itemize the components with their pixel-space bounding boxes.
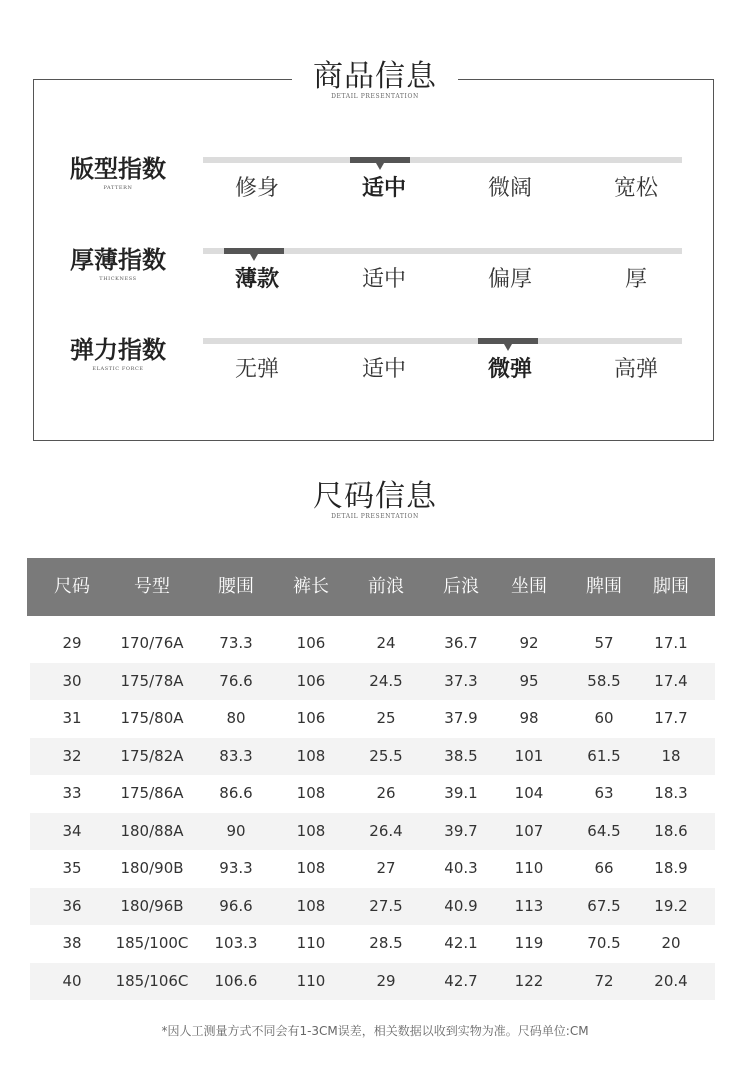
size-title: 尺码信息	[313, 479, 437, 514]
size-title-block	[292, 478, 458, 521]
table-cell: 40	[62, 971, 82, 990]
table-cell: 95	[519, 671, 539, 690]
table-cell: 29	[62, 634, 82, 652]
table-cell: 73.3	[219, 634, 253, 652]
table-cell: 42.1	[444, 934, 478, 952]
table-cell: 83.3	[219, 746, 253, 765]
table-cell: 26.4	[369, 821, 403, 840]
table-cell: 122	[514, 971, 544, 990]
table-row	[30, 700, 715, 737]
elastic-index-marker	[478, 338, 538, 344]
elastic-index-title: 弹力指数	[70, 336, 166, 364]
table-cell: 40.9	[444, 896, 478, 915]
table-cell: 20.4	[654, 971, 688, 990]
table-cell: 72	[594, 971, 614, 990]
table-cell: 37.3	[444, 671, 478, 690]
pattern-index-label	[68, 154, 168, 192]
table-cell: 170/76A	[120, 634, 184, 652]
table-cell: 33	[62, 784, 82, 802]
thickness-option: 适中	[361, 267, 406, 292]
table-cell: 39.1	[444, 784, 478, 802]
table-cell: 175/86A	[120, 784, 184, 802]
table-cell: 67.5	[587, 896, 621, 915]
thickness-index-marker	[224, 248, 284, 254]
table-cell: 108	[296, 784, 326, 802]
table-cell: 25	[376, 709, 396, 727]
table-cell: 32	[62, 746, 82, 765]
table-cell: 58.5	[587, 671, 621, 690]
table-cell: 185/100C	[115, 934, 189, 952]
table-cell: 64.5	[587, 821, 621, 840]
thickness-option: 厚	[624, 267, 647, 292]
table-cell: 175/82A	[120, 746, 184, 765]
table-cell: 90	[226, 821, 246, 840]
thickness-option-selected: 薄款	[234, 267, 279, 292]
pattern-option-selected: 适中	[361, 176, 406, 201]
size-table-header	[27, 558, 715, 616]
table-cell: 35	[62, 859, 82, 877]
table-cell: 104	[514, 784, 544, 802]
pattern-index-en: PATTERN	[103, 185, 133, 191]
table-cell: 180/90B	[120, 859, 184, 877]
table-cell: 108	[296, 821, 326, 840]
table-cell: 61.5	[587, 746, 621, 765]
table-row	[30, 888, 715, 925]
table-cell: 110	[296, 934, 326, 952]
table-cell: 17.1	[654, 634, 688, 652]
table-row	[30, 625, 715, 662]
table-cell: 39.7	[444, 821, 478, 840]
thickness-index-label	[68, 245, 168, 283]
table-cell: 66	[594, 859, 614, 877]
table-cell: 19.2	[654, 896, 688, 915]
table-row	[30, 850, 715, 887]
table-cell: 180/88A	[120, 821, 184, 840]
table-cell: 108	[296, 746, 326, 765]
table-cell: 185/106C	[115, 971, 189, 990]
table-cell: 108	[296, 859, 326, 877]
table-cell: 63	[594, 784, 614, 802]
table-cell: 92	[519, 634, 539, 652]
table-cell: 101	[514, 746, 544, 765]
table-cell: 106	[296, 671, 326, 690]
table-cell: 37.9	[444, 709, 478, 727]
table-cell: 24.5	[369, 671, 403, 690]
header-cell: 尺码	[54, 576, 90, 597]
detail-title-block	[292, 58, 458, 101]
table-cell: 34	[62, 821, 82, 840]
table-cell: 29	[376, 971, 396, 990]
table-cell: 110	[514, 859, 544, 877]
header-cell: 后浪	[443, 576, 479, 597]
table-cell: 106	[296, 634, 326, 652]
table-cell: 36	[62, 896, 82, 915]
table-cell: 27.5	[369, 896, 403, 915]
table-cell: 107	[514, 821, 544, 840]
table-row	[30, 775, 715, 812]
table-cell: 119	[514, 934, 544, 952]
thickness-index-title: 厚薄指数	[70, 246, 166, 274]
table-cell: 30	[62, 671, 82, 690]
table-cell: 98	[519, 709, 539, 727]
table-cell: 93.3	[219, 859, 253, 877]
table-cell: 60	[594, 709, 614, 727]
table-cell: 42.7	[444, 971, 478, 990]
table-cell: 106.6	[214, 971, 258, 990]
table-cell: 80	[226, 709, 246, 727]
pattern-option: 修身	[234, 176, 279, 201]
table-cell: 17.4	[654, 671, 688, 690]
table-cell: 108	[296, 896, 326, 915]
thickness-index-bar	[203, 248, 682, 254]
elastic-index-label	[68, 335, 168, 373]
table-cell: 96.6	[219, 896, 253, 915]
table-row	[30, 813, 715, 850]
header-cell: 号型	[134, 576, 170, 597]
header-cell: 脚围	[653, 576, 689, 597]
table-cell: 18.6	[654, 821, 688, 840]
table-cell: 57	[594, 634, 614, 652]
header-cell: 裤长	[293, 576, 329, 597]
table-cell: 70.5	[587, 934, 621, 952]
table-cell: 36.7	[444, 634, 478, 652]
table-cell: 17.7	[654, 709, 688, 727]
detail-subtitle: DETAIL PRESENTATION	[331, 93, 419, 100]
table-cell: 106	[296, 709, 326, 727]
pattern-index-bar	[203, 157, 682, 163]
detail-title: 商品信息	[313, 59, 437, 94]
elastic-index-en: ELASTIC FORCE	[92, 366, 144, 372]
table-cell: 28.5	[369, 934, 403, 952]
table-cell: 175/78A	[120, 671, 184, 690]
table-row	[30, 925, 715, 962]
header-cell: 坐围	[511, 576, 547, 597]
table-row	[30, 963, 715, 1000]
table-cell: 18.9	[654, 859, 688, 877]
table-cell: 18	[661, 746, 681, 765]
pattern-index-title: 版型指数	[70, 155, 166, 183]
table-cell: 38.5	[444, 746, 478, 765]
header-cell: 腰围	[218, 576, 254, 597]
table-cell: 110	[296, 971, 326, 990]
pattern-option: 微阔	[487, 176, 532, 201]
elastic-option: 无弹	[234, 357, 279, 382]
table-row	[30, 738, 715, 775]
header-cell: 前浪	[368, 576, 404, 597]
pattern-option: 宽松	[613, 176, 658, 201]
table-cell: 38	[62, 934, 82, 952]
table-cell: 18.3	[654, 784, 688, 802]
table-cell: 25.5	[369, 746, 403, 765]
elastic-option-selected: 微弹	[487, 357, 532, 382]
table-cell: 31	[62, 709, 82, 727]
elastic-option: 高弹	[613, 357, 658, 382]
header-cell: 脾围	[586, 576, 622, 597]
elastic-index-bar	[203, 338, 682, 344]
table-cell: 175/80A	[120, 709, 184, 727]
table-cell: 24	[376, 634, 396, 652]
thickness-index-en: THICKNESS	[99, 276, 137, 282]
table-cell: 180/96B	[120, 896, 184, 915]
size-subtitle: DETAIL PRESENTATION	[331, 513, 419, 520]
table-cell: 86.6	[219, 784, 253, 802]
pattern-index-marker	[350, 157, 410, 163]
measurement-note: *因人工测量方式不同会有1-3CM误差，相关数据以收到实物为准。尺码单位:CM	[161, 1024, 589, 1038]
table-cell: 103.3	[214, 934, 258, 952]
table-cell: 40.3	[444, 859, 478, 877]
table-cell: 26	[376, 784, 396, 802]
table-row	[30, 663, 715, 700]
elastic-option: 适中	[361, 357, 406, 382]
table-cell: 27	[376, 859, 396, 877]
thickness-option: 偏厚	[487, 267, 532, 292]
table-cell: 20	[661, 934, 681, 952]
table-cell: 113	[514, 896, 544, 915]
table-cell: 76.6	[219, 671, 253, 690]
